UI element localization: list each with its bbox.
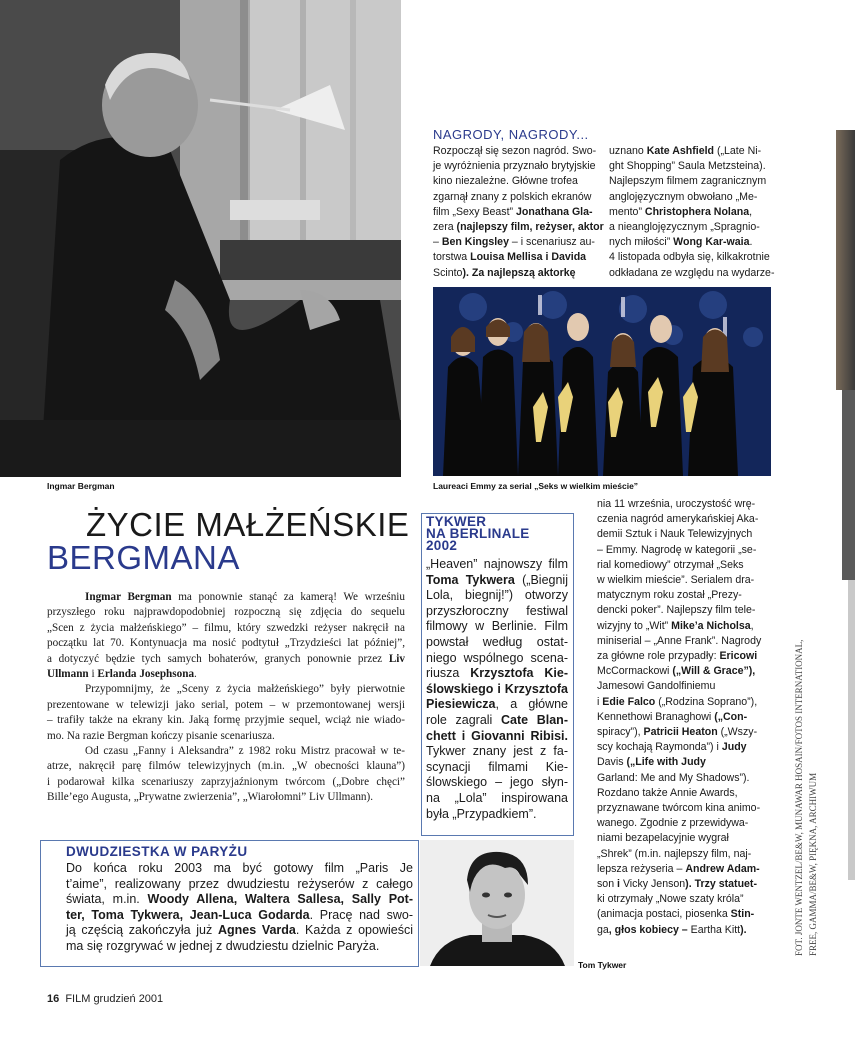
text-line [597,847,772,862]
text-line [66,939,413,955]
text-run: niami bezapelacyjnie wygrał [597,832,729,845]
issue-date: grudzień 2001 [93,993,164,1005]
tykwer-sidebar-heading [426,516,530,552]
text-line [597,892,772,907]
text-run: son [597,878,615,891]
bold-text: Cate Blan- [500,712,568,727]
person-name: ). [740,923,747,936]
text-line [426,573,568,589]
text-run: mo. Na razie Bergman kończy pisanie scenariusza. [47,729,275,742]
text-line [47,682,405,697]
text-run: „Shrek” (m.in. najlepszy film, naj- [597,847,752,860]
text-run: spiracy”), [597,726,644,739]
bold-text: Piesiewicza [426,697,496,712]
text-line [66,923,413,939]
text-run: t’aime”, realizowany przez dwudziestu reżyserów z całego [66,876,413,891]
text-line [433,235,593,250]
page-footer [47,993,163,1005]
awards-column-1 [433,144,604,281]
person-name: Stin- [730,908,755,921]
person-name: Ericowi [719,650,758,663]
bergman-photo [0,0,401,477]
text-run: „Scen z życia małżeńskiego” – filmu, który szwedzki reżyser nakręcił na [47,621,405,634]
text-run: nych miłości” [609,236,674,249]
bold-text: Ingmar Bergman [85,591,172,603]
text-run: – [433,236,442,249]
text-run: Rozpoczął się sezon nagród. Swo- [433,145,597,157]
text-run: Rozdano także Annie Awards, [597,786,738,799]
text-line [433,250,593,265]
text-run: uznano [609,145,647,157]
text-run: je wyróżnienia przyznało brytyjskie [433,160,596,173]
text-run: Przypomnijmy, że „Sceny z życia małżeńskiego” były pierwotnie [85,683,405,696]
text-line [597,710,772,725]
text-run: Lola, biegnij!”) otworzy [426,588,568,603]
text-line [47,621,405,636]
bergman-article-body [47,590,405,806]
text-run: Garland: Me and My Shadows”). [597,771,750,784]
text-line [47,590,405,605]
text-run: („Biegnij [514,572,568,587]
text-line [433,159,596,174]
text-run: ga [597,923,609,936]
text-line [433,190,593,205]
text-run: kino niezależne. Główne trofea [433,175,578,188]
tykwer-heading-line3: 2002 [426,538,458,553]
text-run: zera [433,221,454,234]
text-run: przyznawane twórcom kina animo- [597,802,761,815]
page-edge-strip-lower [842,390,855,580]
text-line [597,497,772,512]
text-run: odkładana ze względu na wydarze- [609,266,775,279]
text-run: anglojęzycznym obwołano „Me- [609,190,758,203]
text-line [426,744,568,760]
text-line [597,512,772,527]
person-name: Christophera Nolana [644,205,750,218]
text-run: a nieanglojęzycznym „Spragnio- [609,221,760,234]
magazine-name: FILM [65,993,91,1005]
text-run: . Każda z opowieści [295,923,413,938]
text-run: rial komediowy” otrzymał „Seks [597,558,744,571]
bold-text: Liv [388,652,405,665]
text-line [597,634,772,649]
text-run: Najlepszym filmem zagranicznym [609,175,767,188]
text-run: film „Sexy Beast” [433,205,517,218]
text-run: torstwa [433,251,471,264]
text-run: Kennethowi Branaghowi [597,710,712,723]
bold-text: Agnes Varda [217,923,296,938]
paris-sidebar-text [66,861,413,955]
text-run: prezentowane w telewizji jako serial, potem – w przemontowanej wersji [47,698,405,711]
text-run: Eartha Kitt [690,923,741,936]
text-run: Tykwer znany jest z fa- [426,744,568,759]
text-run: – Emmy. Nagrodę w kategorii „se- [597,543,757,556]
text-run: początku lat 70. Kontynuacja ma nosić podtytuł „Trzydzieści lat później”, [47,637,405,650]
text-line [433,205,593,220]
text-run: i podarował kilka scenariuszy zaprzyjaźnionym twórcom („Dobre chęci” [47,775,405,788]
text-run: . [749,236,753,249]
text-line [426,729,568,745]
person-name: Andrew Adam- [685,862,760,875]
text-run: Vicky Jenson [622,878,686,891]
text-line [597,664,772,679]
tykwer-heading-line1: TYKWER [426,514,487,529]
text-run: „Heaven” najnowszy film [426,557,568,571]
text-run: za główne role przypadły: [597,650,720,663]
text-line [433,144,597,159]
awards-column-3 [597,497,772,938]
text-line [597,877,772,892]
text-line [66,892,413,908]
text-line [47,790,405,805]
person-name: i [614,878,623,891]
text-line [597,725,772,740]
text-run: McCormackowi [597,665,670,678]
text-line [597,573,772,588]
text-run: ślowskiego – jego słyn- [426,775,568,790]
text-run: czenia nagród amerykańskiej Aka- [597,513,759,526]
text-line [426,713,568,729]
text-line [609,190,779,205]
text-run: wizyjny to „Wit” [597,619,672,632]
text-run: Jamesowi Gandolfiniemu [597,680,716,693]
text-line [597,695,772,710]
text-line [597,831,772,846]
text-run: („Wszy- [717,726,758,739]
text-run: przyszłoroczny festiwal [426,603,568,618]
text-line [597,527,772,542]
text-run: . [194,668,197,681]
text-line [597,588,772,603]
text-line [47,713,405,728]
text-line [597,740,772,755]
text-run: wanego. Zgodnie z przewidywa- [597,817,749,830]
paris-sidebar-heading: DWUDZIESTKA W PARYŻU [66,844,248,859]
text-run: świata, m.in. [66,892,148,907]
text-line [47,729,405,744]
bold-text: Krzysztofa Kie- [470,666,568,681]
text-run: ght Shopping” Saula Metzsteina). [609,160,766,173]
text-run: na „Lola” inspirowana [426,790,568,805]
photo-credits [792,496,824,956]
text-run: zgarnął znany z polskich ekranów [433,190,592,203]
person-name: ). Za najlepszą aktorkę [462,266,576,279]
text-run: przyszłego roku najprawdopodobniej rozpoczną się zdjęcia do sequelu [47,606,405,619]
text-line [66,861,413,877]
page-number: 16 [47,993,60,1005]
text-run: ma ponownie stanąć za kamerą! We wrześniu [171,591,406,603]
text-line [426,651,568,667]
text-run: („Rodzina Soprano”), [655,695,758,708]
text-run: była „Przypadkiem”. [426,806,537,821]
text-line [426,775,568,791]
text-run: i [88,668,98,681]
photo-credits-line2: FREE, GAMMA/BE&W, PIĘKNA, ARCHIWUM [808,772,818,956]
article-title-line2: BERGMANA [47,539,240,576]
text-line [426,682,568,698]
text-run: („Late Ni- [714,145,762,157]
person-name: , głos kobiecy – [608,923,691,936]
bold-text: Woody Allena, Waltera Sallesa, Sally Pot- [147,892,413,907]
text-run: demii Sztuk i Nauk Telewizyjnych [597,528,753,541]
text-line [597,755,772,770]
text-run: riusza [426,666,471,681]
emmy-photo-illustration [433,287,771,476]
text-run: role zagrali [426,712,501,727]
text-run: ki otrzymały „Nowe szaty króla” [597,893,744,906]
text-line [597,862,772,877]
text-line [597,786,772,801]
bold-text: chett i Giovanni Ribisi. [426,728,568,743]
text-line [597,679,772,694]
text-run: a dotyczyć będzie tych samych bohaterów, granych ponownie przez [47,652,389,665]
bold-text: Erlanda Josephsona [97,668,195,681]
photo-credits-line1: FOT. JONTE WENTZEL/BE&W, MUNAWAR HOSAIN/FOTOS INTERNATIONAL, [794,639,804,956]
text-line [597,619,772,634]
text-line [597,923,772,938]
text-run: filmowy w Berlinie. Film [426,619,568,634]
text-run: powstał według ostat- [426,634,568,649]
person-name: Ben Kingsley [441,236,509,249]
text-line [597,907,772,922]
text-line [609,174,779,189]
person-name: Jonathana Gla- [516,205,593,218]
text-run: matycznym roku został „Prezy- [597,589,742,602]
text-run: Od czasu „Fanny i Aleksandra” z 1982 roku Mistrz pracował w te- [85,745,405,758]
text-line [47,636,405,651]
text-run: Scinto [433,266,463,279]
tykwer-photo-caption: Tom Tykwer [578,960,627,970]
text-line [66,908,413,924]
text-line [597,558,772,573]
text-line [426,619,568,635]
text-line [426,666,568,682]
awards-heading: NAGRODY, NAGRODY... [433,127,589,142]
tykwer-photo [420,840,574,966]
article-paragraph [47,682,405,744]
person-name: (najlepszy film, reżyser, aktor [453,221,604,234]
text-line [47,775,405,790]
person-name: Judy [721,741,747,754]
text-run: i [597,695,603,708]
tykwer-heading-line2: NA BERLINALE [426,526,530,541]
person-name: („Con- [711,710,748,723]
text-line [426,697,568,713]
text-run: (animacja postaci, piosenka [597,908,731,921]
text-line [47,759,405,774]
text-run: ją częścią zakończyła już [66,923,218,938]
text-line [597,801,772,816]
person-name: Kate Ashfield [646,145,715,157]
text-run: w wielkim mieście”. Serialem dra- [597,574,755,587]
text-line [597,771,772,786]
text-line [597,543,772,558]
page-edge-strip-bottom [848,580,855,880]
awards-column-2 [609,144,779,281]
text-run: , a główne [495,697,568,712]
person-name: („Will & Grace”), [669,665,756,678]
text-run: scy kochają Raymonda”) i [597,741,722,754]
text-run: miniserial – „Anne Frank”. Nagrody [597,634,762,647]
text-line [426,604,568,620]
text-line [433,220,604,235]
text-line [426,807,568,823]
text-line [609,159,779,174]
text-run: Do końca roku 2003 ma być gotowy film „Paris Je [66,861,413,875]
text-line [597,816,772,831]
person-name: Mike’a Nicholsa [671,619,751,632]
tykwer-sidebar-text [426,557,568,822]
bergman-photo-illustration [0,0,401,477]
text-run: atrze, nakręcił parę filmów telewizyjnych (m.in. „W obecności klauna”) [47,760,405,773]
text-line [426,760,568,776]
bold-text: ter, Toma Tykwera, Jean-Luca Godarda [66,907,310,922]
page-edge-strip [836,130,855,390]
text-run: niego wspólnego scena- [426,650,568,665]
text-line [597,649,772,664]
text-run: , [749,205,753,218]
article-paragraph [47,590,405,682]
text-line [426,635,568,651]
text-run: Bille’ego Augusta, „Prywatne zwierzenia”, „Wiarołomni” Liv Ullmann). [47,791,374,804]
article-paragraph [47,744,405,806]
article-title-line1: ŻYCIE MAŁŻEŃSKIE [86,506,410,543]
text-line [47,698,405,713]
text-run: , [750,619,754,632]
text-line [433,266,593,281]
text-run: nia 11 września, uroczystość wrę- [597,498,756,510]
bold-text: ślowskiego i Krzysztofa [426,681,568,696]
text-run: dencki poker”. Najlepszy film tele- [597,604,756,617]
bold-text: Ullmann [47,668,89,681]
text-line [426,588,568,604]
bold-text: Toma Tykwera [426,572,515,587]
bergman-photo-caption: Ingmar Bergman [47,481,115,491]
text-run: – trafiły także na ekrany kin. Jaką formę przyjmie sequel, wciąż nie wiado- [47,714,405,727]
text-line [47,605,405,620]
text-run: . Pracę nad swo- [309,907,413,922]
text-run: Davis [597,756,624,769]
text-line [47,744,405,759]
text-line [609,235,779,250]
text-line [47,652,405,667]
tykwer-photo-illustration [420,840,574,966]
text-line [66,877,413,893]
emmy-photo [433,287,771,476]
person-name: („Life with Judy [623,756,706,769]
text-run: lepsza reżyseria – [597,862,686,875]
person-name: Edie Falco [602,695,656,708]
text-line [609,144,779,159]
person-name: Patricii Heaton [643,726,718,739]
text-line [609,266,779,281]
text-line [609,250,779,265]
person-name: Louisa Mellisa i Davida [470,251,587,264]
text-line [426,557,568,573]
text-run: 4 listopada odbyła się, kilkakrotnie [609,251,770,264]
emmy-photo-caption: Laureaci Emmy za serial „Seks w wielkim mieście” [433,481,639,491]
text-run: ma się rozgrywać w jednej z dwudziestu dzielnic Paryża. [66,938,380,953]
person-name: Wong Kar-waia [673,236,750,249]
text-line [609,220,779,235]
text-run: – i scenariusz au- [508,236,595,249]
text-line [47,667,405,682]
text-run: mento” [609,205,645,218]
text-run: scynacji filmami Kie- [426,759,568,774]
text-line [609,205,779,220]
person-name: ). Trzy statuet- [685,878,757,891]
text-line [597,603,772,618]
text-line [433,174,593,189]
text-line [426,791,568,807]
